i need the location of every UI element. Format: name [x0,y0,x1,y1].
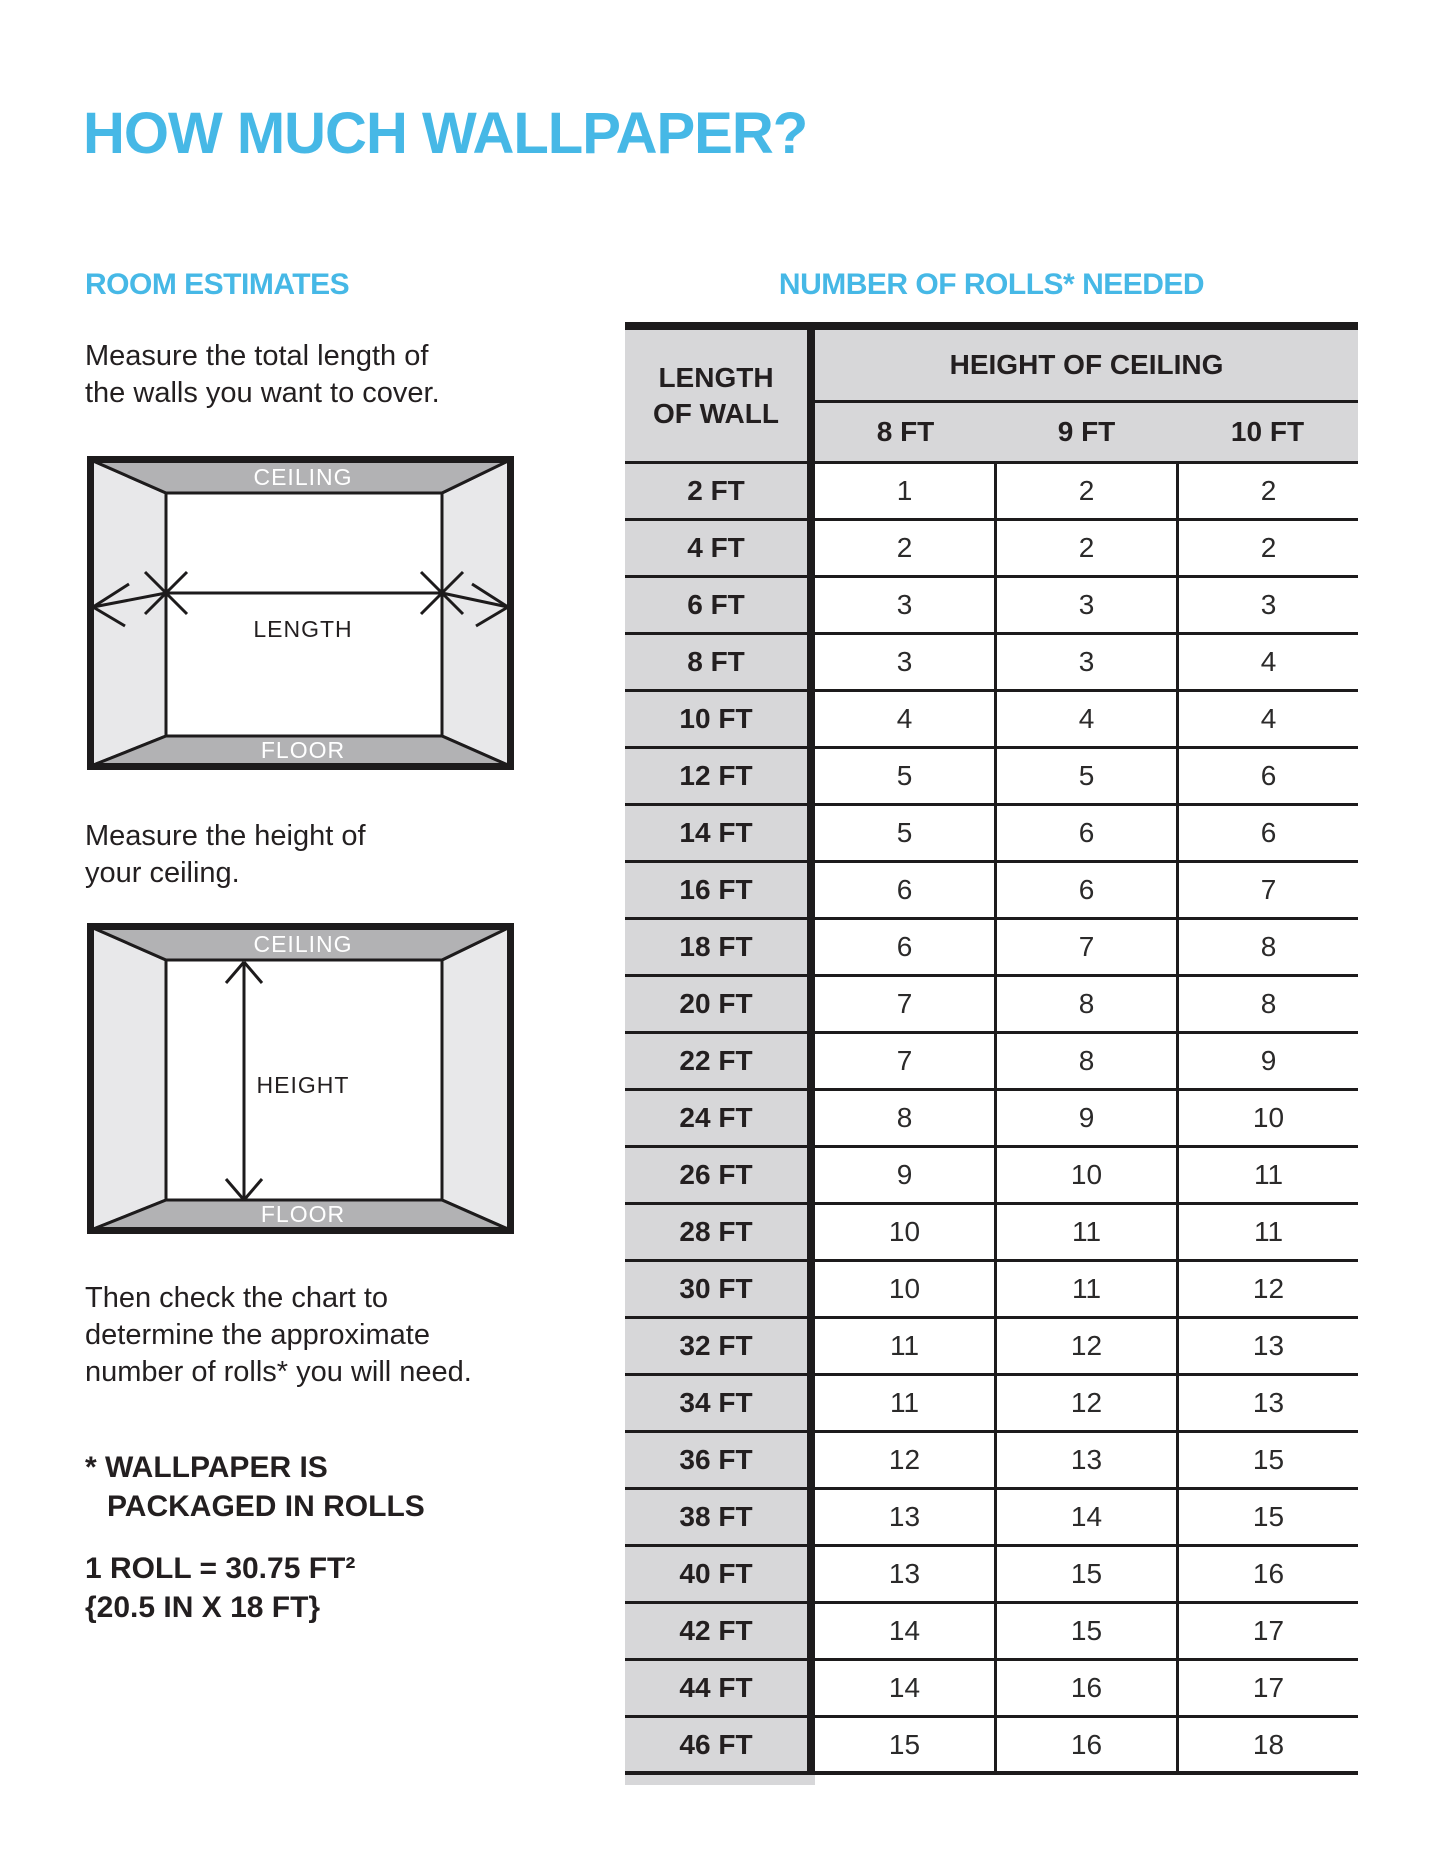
wall-length-cell: 24 FT [625,1091,815,1145]
column-header-10ft: 10 FT [1230,416,1305,447]
table-row [625,1604,1358,1661]
rolls-value-cell: 7 [815,977,994,1031]
rolls-value-cell: 2 [1176,464,1358,518]
rolls-value-cell: 4 [994,692,1176,746]
ceiling-height-columns [815,403,1358,461]
rolls-value-cell: 12 [994,1319,1176,1373]
instruction-line: the walls you want to cover. [85,377,440,409]
instruction-check-chart [85,1280,472,1391]
rolls-value-cell: 14 [815,1661,994,1715]
page-title: HOW MUCH WALLPAPER? [83,101,808,166]
table-footer-stub [625,1775,815,1785]
rolls-value-cell: 13 [1176,1376,1358,1430]
rolls-value-cell: 8 [1176,920,1358,974]
rolls-value-cell: 9 [815,1148,994,1202]
instruction-line: Measure the total length of [85,340,429,372]
rolls-value-cell: 17 [1176,1661,1358,1715]
back-wall-face [166,493,442,736]
rolls-value-cell: 18 [1176,1718,1358,1771]
rolls-value-cell: 15 [1176,1433,1358,1487]
rolls-value-cell: 11 [994,1262,1176,1316]
row-header-line: LENGTH [658,361,774,393]
rolls-value-cell: 14 [815,1604,994,1658]
rolls-value-cell: 11 [1176,1205,1358,1259]
wall-length-cell: 26 FT [625,1148,815,1202]
rolls-value-cell: 1 [815,464,994,518]
wall-length-cell: 40 FT [625,1547,815,1601]
wall-length-cell: 20 FT [625,977,815,1031]
rolls-needed-table [625,322,1358,1785]
table-row [625,1262,1358,1319]
wall-length-cell: 6 FT [625,578,815,632]
rolls-value-cell: 9 [994,1091,1176,1145]
table-row [625,1661,1358,1718]
rolls-value-cell: 3 [1176,578,1358,632]
column-header-9ft: 9 FT [1057,416,1116,447]
rolls-value-cell: 12 [815,1433,994,1487]
roll-size-info [85,1549,355,1627]
rolls-value-cell: 8 [1176,977,1358,1031]
table-header [625,330,1358,464]
floor-label: FLOOR [260,737,346,763]
instruction-measure-height [85,818,366,892]
rolls-value-cell: 2 [994,464,1176,518]
rolls-value-cell: 5 [815,749,994,803]
rolls-value-cell: 13 [815,1490,994,1544]
wall-length-cell: 14 FT [625,806,815,860]
rolls-value-cell: 15 [994,1547,1176,1601]
rolls-value-cell: 6 [994,863,1176,917]
rolls-value-cell: 12 [994,1376,1176,1430]
table-row [625,1490,1358,1547]
rolls-value-cell: 11 [1176,1148,1358,1202]
wall-length-cell: 42 FT [625,1604,815,1658]
column-header-8ft: 8 FT [876,416,935,447]
rolls-value-cell: 16 [1176,1547,1358,1601]
rolls-value-cell: 13 [994,1433,1176,1487]
rolls-value-cell: 2 [815,521,994,575]
instruction-measure-length [85,338,440,412]
rolls-value-cell: 17 [1176,1604,1358,1658]
length-label: LENGTH [253,616,353,642]
rolls-value-cell: 10 [994,1148,1176,1202]
instruction-line: your ceiling. [85,857,240,889]
table-row [625,464,1358,521]
rolls-footnote [85,1448,425,1526]
rolls-value-cell: 3 [815,578,994,632]
wall-length-cell: 2 FT [625,464,815,518]
rolls-value-cell: 15 [994,1604,1176,1658]
table-top-border [625,322,1358,330]
ceiling-height-group-header: HEIGHT OF CEILING [815,330,1358,403]
wall-length-cell: 28 FT [625,1205,815,1259]
instruction-line: Measure the height of [85,820,366,852]
rolls-value-cell: 8 [994,1034,1176,1088]
rolls-value-cell: 5 [994,749,1176,803]
table-row [625,521,1358,578]
room-length-diagram [87,456,514,770]
rolls-value-cell: 15 [1176,1490,1358,1544]
rolls-value-cell: 4 [815,692,994,746]
rolls-value-cell: 5 [815,806,994,860]
rolls-value-cell: 2 [1176,521,1358,575]
rolls-value-cell: 16 [994,1661,1176,1715]
instruction-line: determine the approximate [85,1319,430,1351]
table-row [625,1034,1358,1091]
right-wall-face [442,927,510,1230]
section-heading-rolls-needed: NUMBER OF ROLLS* NEEDED [778,268,1205,301]
rolls-value-cell: 3 [815,635,994,689]
rolls-value-cell: 13 [815,1547,994,1601]
wall-length-cell: 38 FT [625,1490,815,1544]
rolls-value-cell: 11 [994,1205,1176,1259]
left-wall-face [91,927,166,1230]
rolls-value-cell: 3 [994,578,1176,632]
instruction-line: number of rolls* you will need. [85,1356,472,1388]
table-row [625,1148,1358,1205]
table-row [625,806,1358,863]
rolls-value-cell: 7 [994,920,1176,974]
table-row [625,920,1358,977]
rolls-value-cell: 14 [994,1490,1176,1544]
rolls-value-cell: 6 [815,863,994,917]
rolls-value-cell: 7 [815,1034,994,1088]
table-row [625,1205,1358,1262]
rolls-value-cell: 2 [994,521,1176,575]
rolls-value-cell: 8 [815,1091,994,1145]
table-row [625,1319,1358,1376]
floor-label: FLOOR [260,1201,346,1227]
instruction-line: Then check the chart to [85,1282,389,1314]
rolls-value-cell: 11 [815,1319,994,1373]
roll-size-line: {20.5 IN X 18 FT} [85,1591,321,1624]
table-row [625,1718,1358,1775]
table-row [625,1547,1358,1604]
wall-length-cell: 30 FT [625,1262,815,1316]
table-row [625,692,1358,749]
rolls-value-cell: 9 [1176,1034,1358,1088]
wall-length-cell: 12 FT [625,749,815,803]
rolls-value-cell: 11 [815,1376,994,1430]
roll-size-line: 1 ROLL = 30.75 FT² [85,1552,356,1585]
table-row [625,1376,1358,1433]
room-height-diagram [87,923,514,1234]
rolls-value-cell: 13 [1176,1319,1358,1373]
table-row [625,749,1358,806]
wall-length-cell: 32 FT [625,1319,815,1373]
wall-length-cell: 10 FT [625,692,815,746]
wall-length-cell: 36 FT [625,1433,815,1487]
table-row [625,1433,1358,1490]
wall-length-cell: 34 FT [625,1376,815,1430]
rolls-value-cell: 4 [1176,635,1358,689]
row-header-cell [625,330,815,461]
height-label: HEIGHT [256,1072,350,1098]
footnote-line: PACKAGED IN ROLLS [107,1490,425,1523]
rolls-value-cell: 4 [1176,692,1358,746]
rolls-table-body [625,464,1358,1775]
table-row [625,635,1358,692]
column-header-group [815,330,1358,461]
table-row [625,1091,1358,1148]
rolls-value-cell: 8 [994,977,1176,1031]
rolls-value-cell: 3 [994,635,1176,689]
wall-length-cell: 16 FT [625,863,815,917]
rolls-value-cell: 6 [815,920,994,974]
table-row [625,578,1358,635]
ceiling-label: CEILING [253,931,353,957]
rolls-value-cell: 10 [1176,1091,1358,1145]
rolls-value-cell: 10 [815,1205,994,1259]
rolls-value-cell: 12 [1176,1262,1358,1316]
wall-length-cell: 44 FT [625,1661,815,1715]
rolls-value-cell: 16 [994,1718,1176,1771]
rolls-value-cell: 7 [1176,863,1358,917]
wall-length-cell: 8 FT [625,635,815,689]
footnote-line: * WALLPAPER IS [85,1451,328,1484]
wall-length-cell: 46 FT [625,1718,815,1771]
rolls-value-cell: 6 [1176,806,1358,860]
rolls-value-cell: 15 [815,1718,994,1771]
rolls-value-cell: 6 [994,806,1176,860]
rolls-value-cell: 6 [1176,749,1358,803]
table-row [625,977,1358,1034]
rolls-value-cell: 10 [815,1262,994,1316]
row-header-line: OF WALL [653,397,779,429]
wall-length-cell: 18 FT [625,920,815,974]
table-row [625,863,1358,920]
wall-length-cell: 4 FT [625,521,815,575]
section-heading-room-estimates: ROOM ESTIMATES [85,268,350,301]
ceiling-label: CEILING [253,464,353,490]
wall-length-cell: 22 FT [625,1034,815,1088]
